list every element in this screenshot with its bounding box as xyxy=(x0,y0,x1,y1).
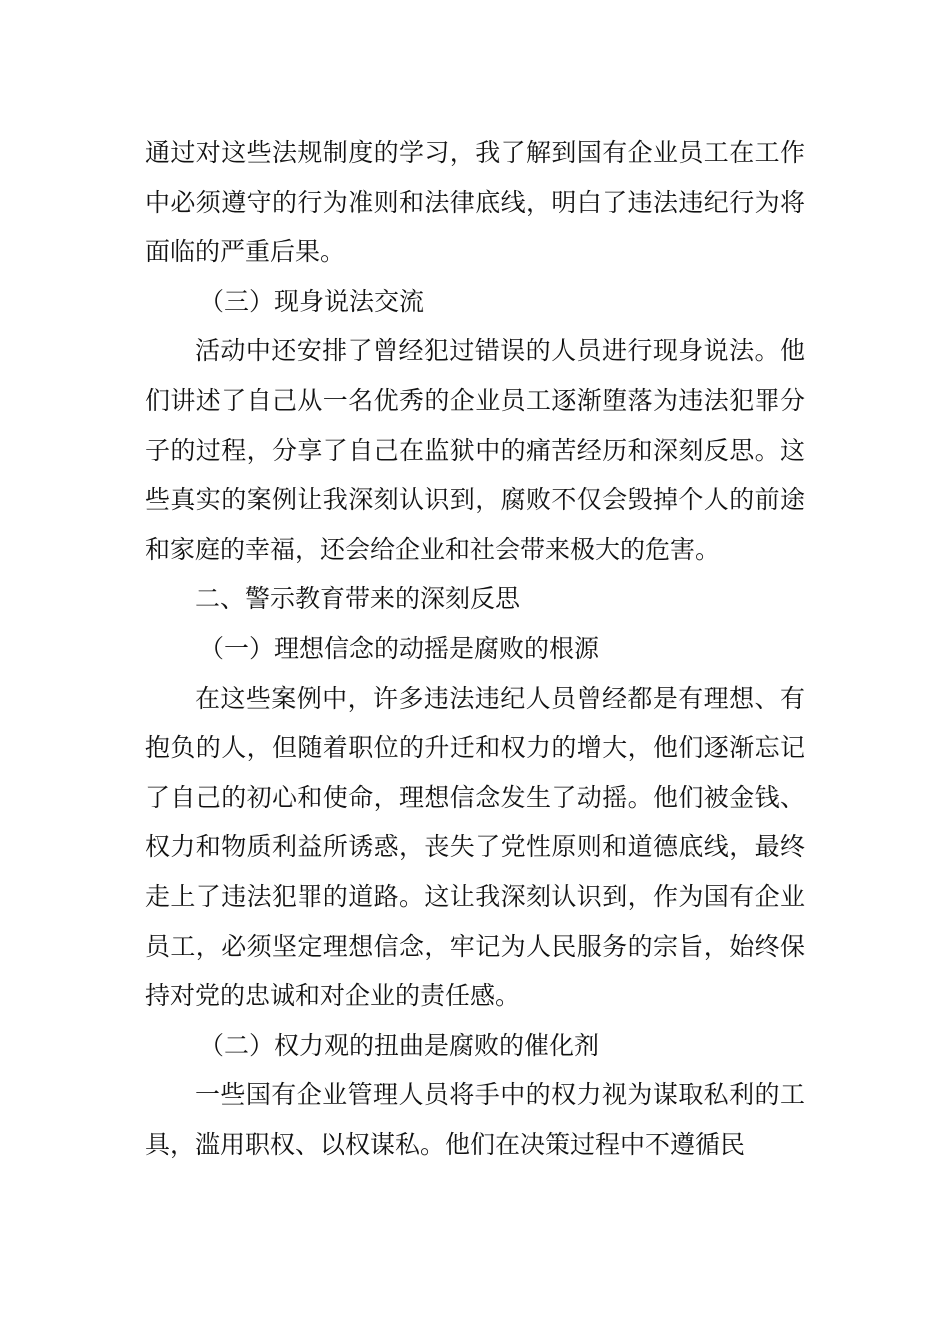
subheading-power-view: （二）权力观的扭曲是腐败的催化剂 xyxy=(199,1030,600,1060)
paragraph-study-regulations: 通过对这些法规制度的学习，我了解到国有企业员工在工作中必须遵守的行为准则和法律底线，明白了违法违纪行为将面临的严重后果。 xyxy=(145,138,805,267)
document-page xyxy=(145,128,805,1169)
subheading-testimony-exchange: （三）现身说法交流 xyxy=(199,286,425,316)
subheading-ideals-faith: （一）理想信念的动摇是腐败的根源 xyxy=(199,633,600,663)
paragraph-testimony: 活动中还安排了曾经犯过错误的人员进行现身说法。他们讲述了自己从一名优秀的企业员工逐渐堕落为违法犯罪分子的过程，分享了自己在监狱中的痛苦经历和深刻反思。这些真实的案例让我深刻认识到，腐败不仅会毁掉个人的前途和家庭的幸福，还会给企业和社会带来极大的危害。 xyxy=(145,336,805,564)
section-heading-reflection: 二、警示教育带来的深刻反思 xyxy=(195,584,521,614)
paragraph-ideals-faith: 在这些案例中，许多违法违纪人员曾经都是有理想、有抱负的人，但随着职位的升迁和权力的增大，他们逐渐忘记了自己的初心和使命，理想信念发生了动摇。他们被金钱、权力和物质利益所诱惑，丧失了党性原则和道德底线，最终走上了违法犯罪的道路。这让我深刻认识到，作为国有企业员工，必须坚定理想信念，牢记为人民服务的宗旨，始终保持对党的忠诚和对企业的责任感。 xyxy=(145,683,805,1011)
paragraph-power-view: 一些国有企业管理人员将手中的权力视为谋取私利的工具，滥用职权、以权谋私。他们在决策过程中不遵循民 xyxy=(145,1080,805,1159)
